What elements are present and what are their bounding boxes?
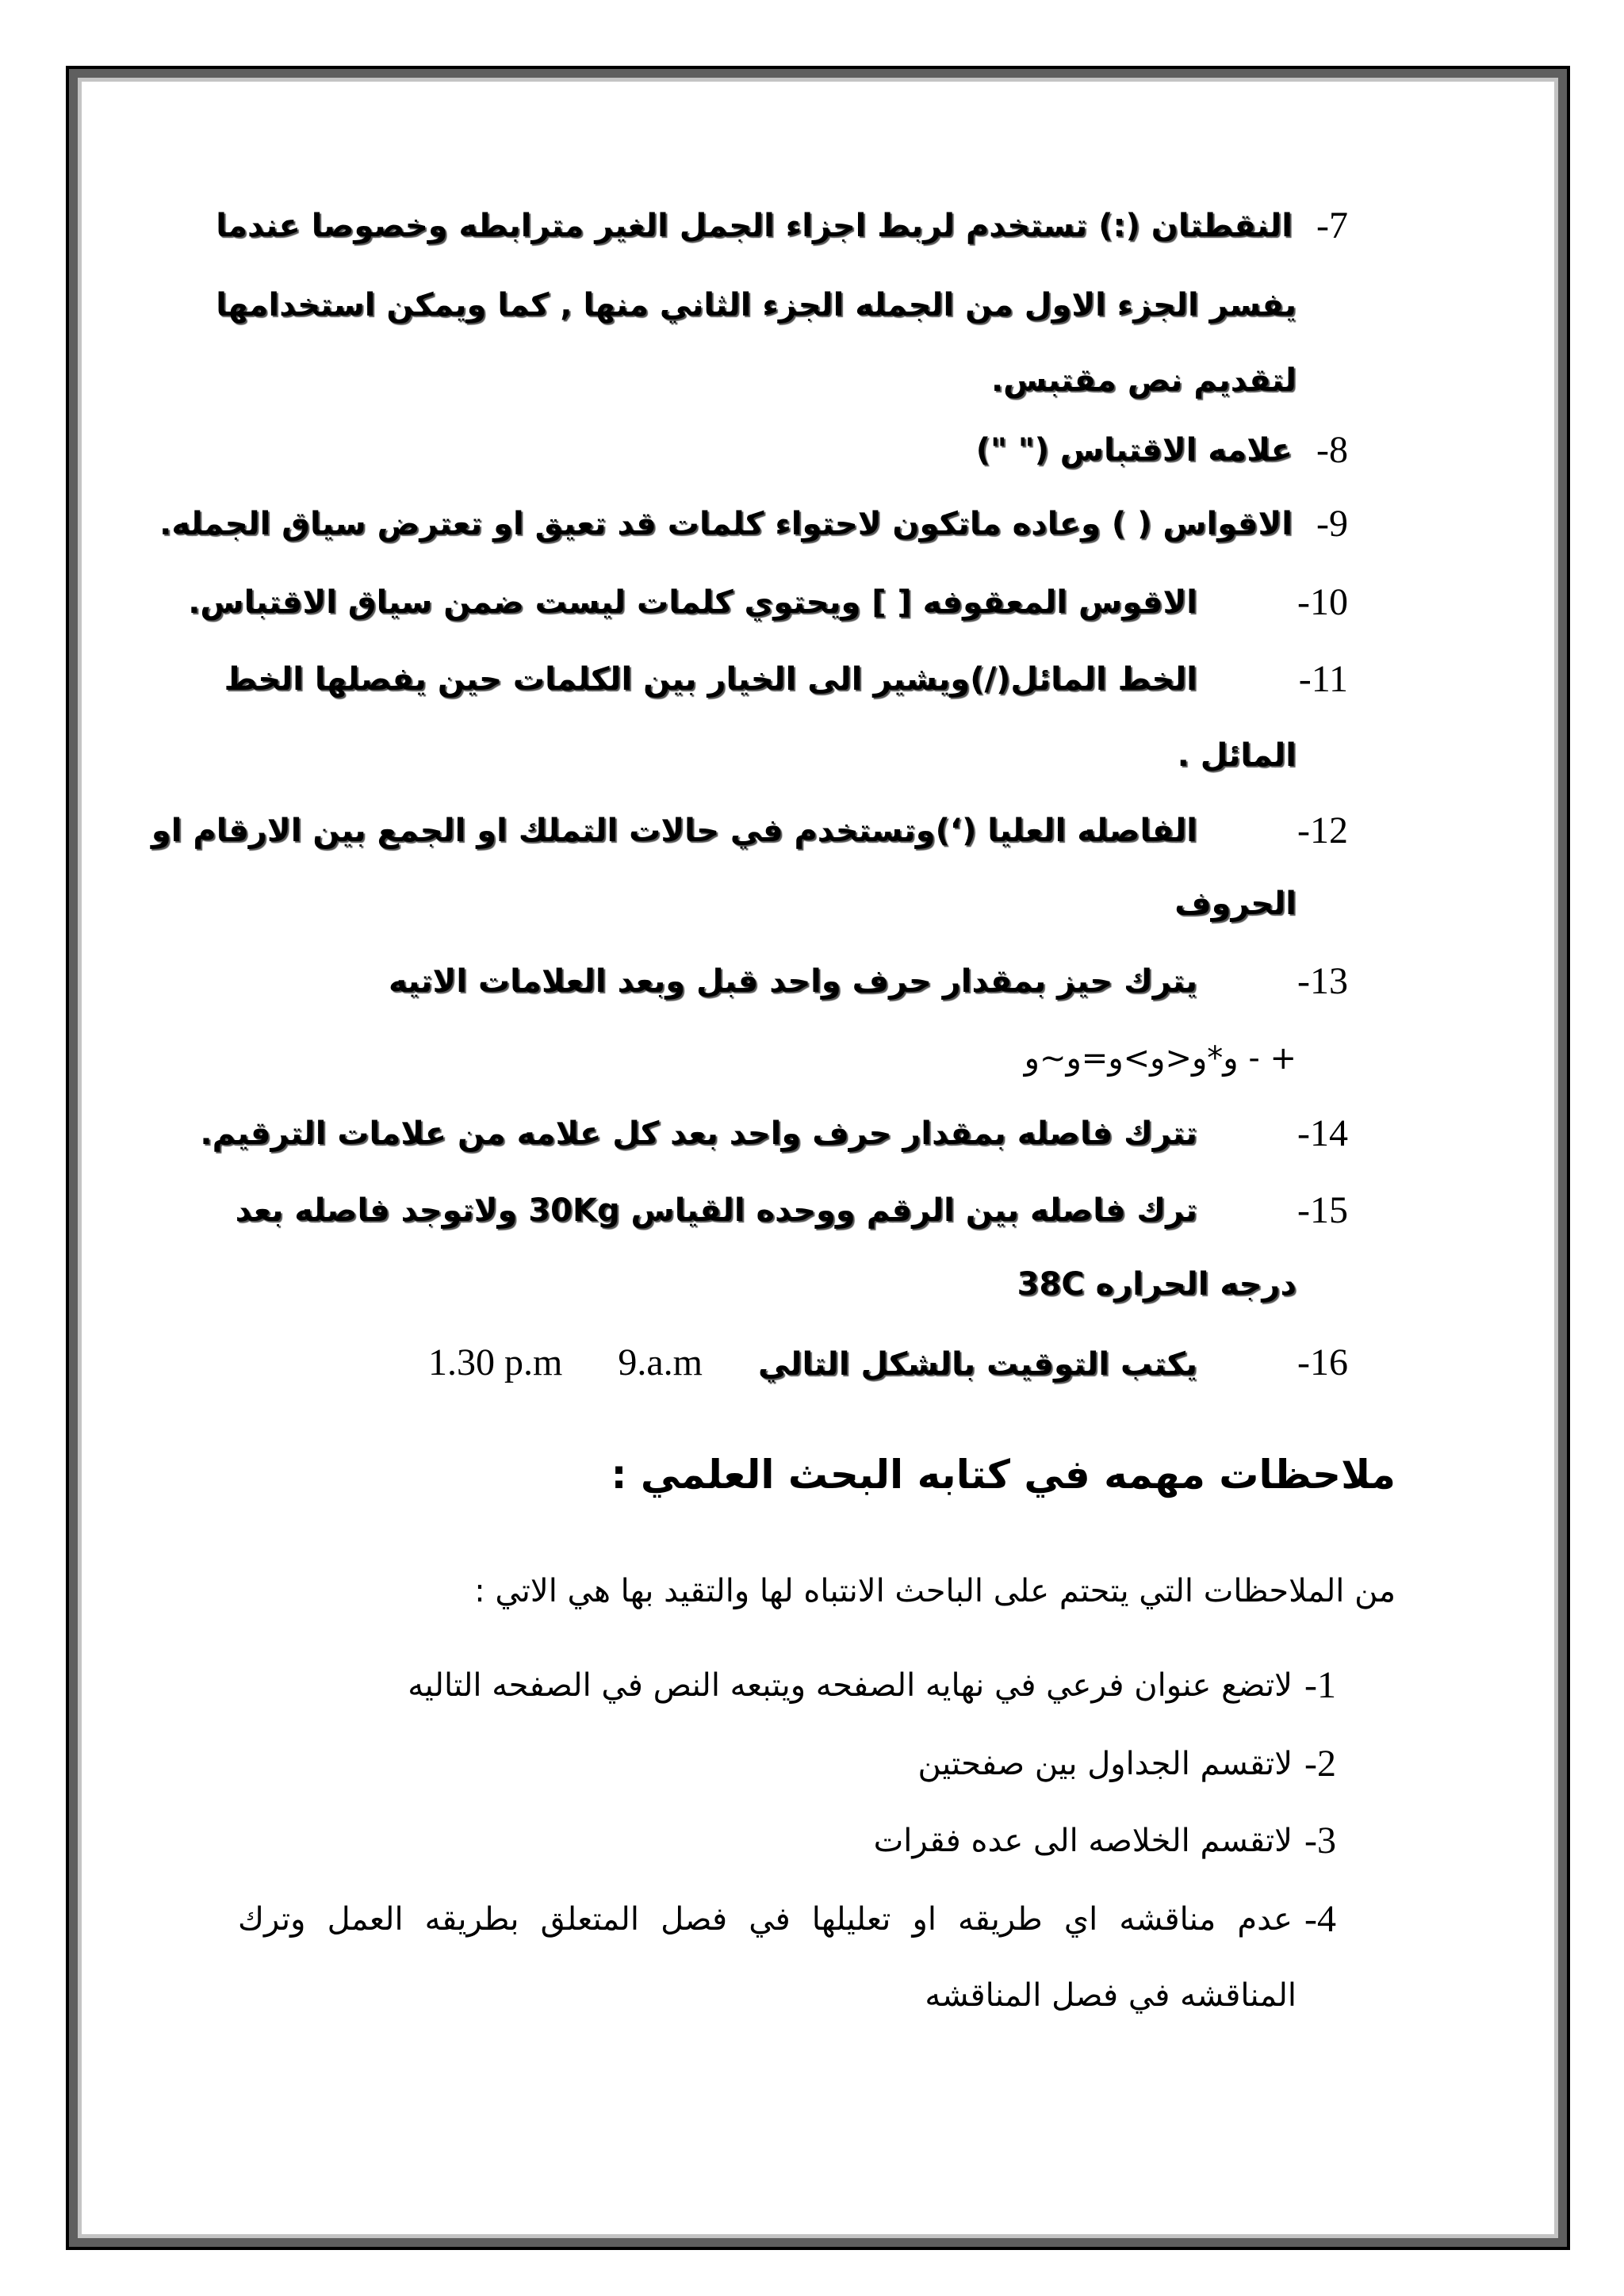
item-text: عدم مناقشه اي طريقه او تعليلها في فصل المتعلق بطريقه العمل وترك <box>238 1901 1293 1938</box>
item-number: 11- <box>1298 658 1348 700</box>
item-text: الاقواس ( ) وعاده ماتكون لاحتواء كلمات قد تعيق او تعترض سياق الجمله. <box>159 506 1293 542</box>
item-text: ترك فاصله بين الرقم ووحده القياس 30Kg ولاتوجد فاصله بعد <box>235 1192 1197 1229</box>
item-text: يكتب التوقيت بالشكل التالي <box>757 1346 1197 1383</box>
note-item-4 <box>238 1892 1348 1947</box>
item-text: يفسر الجزء الاول من الجمله الجزء الثاني منها , كما ويمكن استخدامها <box>216 287 1297 323</box>
item-text: الاقوس المعقوفه [ ] ويحتوي كلمات ليست ضمن سياق الاقتباس. <box>188 584 1197 621</box>
section-heading: ملاحظات مهمه في كتابه البحث العلمي : <box>611 1452 1396 1498</box>
item-number: 13- <box>1297 960 1348 1002</box>
item-number: 15- <box>1297 1189 1348 1231</box>
list-item-10 <box>188 575 1348 630</box>
note-item-3 <box>238 1813 1348 1869</box>
item-text: درجه الحراره 38C <box>1017 1266 1297 1303</box>
item-number: 8- <box>1316 429 1348 471</box>
item-text: الخط المائل(/)ويشير الى الخيار بين الكلمات حين يفصلها الخط <box>224 661 1197 698</box>
item-16-row <box>428 1335 1197 1392</box>
item-text: لاتضع عنوان فرعي في نهايه الصفحه ويتبعه النص في الصفحه التاليه <box>408 1667 1293 1704</box>
list-item-7-cont <box>216 277 1297 333</box>
item-number: 2- <box>1304 1743 1336 1785</box>
list-item-15-cont <box>1017 1257 1297 1312</box>
item-number: 1- <box>1304 1664 1336 1706</box>
item-number: 16- <box>1297 1341 1348 1383</box>
item-number: 12- <box>1297 809 1348 851</box>
list-item-13-symbols <box>1025 1031 1297 1086</box>
item-text: الفاصله العليا (‘)وتستخدم في حالات التملك او الجمع بين الارقام او <box>151 813 1197 849</box>
item-text: + - و*و<و>و=و~و <box>1024 1040 1297 1077</box>
list-item-11 <box>224 652 1348 707</box>
list-item-7-cont <box>991 353 1297 408</box>
list-item-12 <box>151 803 1348 859</box>
note-item-2 <box>238 1736 1348 1792</box>
item-text: يترك حيز بمقدار حرف واحد قبل وبعد العلامات الاتيه <box>388 963 1197 1000</box>
item-number: 14- <box>1297 1112 1348 1154</box>
list-item-8 <box>238 423 1348 478</box>
item-text: الحروف <box>1174 886 1297 922</box>
item-text: المائل . <box>1177 737 1297 774</box>
list-item-11-cont <box>1178 728 1297 783</box>
intro-paragraph: من الملاحظات التي يتحتم على الباحث الانتباه لها والتقيد بها هي الاتي : <box>474 1573 1396 1609</box>
time-example-am: 9.a.m <box>618 1341 703 1383</box>
item-text: لتقديم نص مقتبس. <box>990 362 1297 399</box>
note-item-4-cont <box>925 1968 1297 2023</box>
list-item-15 <box>235 1183 1348 1238</box>
note-item-1 <box>238 1658 1348 1713</box>
list-item-14 <box>200 1106 1348 1161</box>
item-text: تترك فاصله بمقدار حرف واحد بعد كل علامه من علامات الترقيم. <box>200 1115 1197 1152</box>
list-item-12-cont <box>1174 876 1297 932</box>
item-text: علامه الاقتباس (" ") <box>975 432 1293 469</box>
item-text: النقطتان (:) تستخدم لربط اجزاء الجمل الغير مترابطه وخصوصا عندما <box>216 208 1293 244</box>
list-item-16 <box>238 1335 1348 1391</box>
list-item-9 <box>159 496 1348 552</box>
item-number: 9- <box>1316 503 1348 545</box>
item-number: 4- <box>1304 1898 1336 1940</box>
item-number: 7- <box>1316 205 1348 247</box>
item-number: 10- <box>1297 581 1348 623</box>
item-text: المناقشه في فصل المناقشه <box>925 1977 1297 2014</box>
list-item-13 <box>238 954 1348 1009</box>
item-text: لاتقسم الخلاصه الى عده فقرات <box>873 1823 1293 1859</box>
time-example-pm: 1.30 p.m <box>427 1341 563 1383</box>
list-item-7 <box>216 198 1348 254</box>
item-number: 3- <box>1304 1820 1336 1862</box>
item-text: لاتقسم الجداول بين صفحتين <box>917 1746 1293 1782</box>
